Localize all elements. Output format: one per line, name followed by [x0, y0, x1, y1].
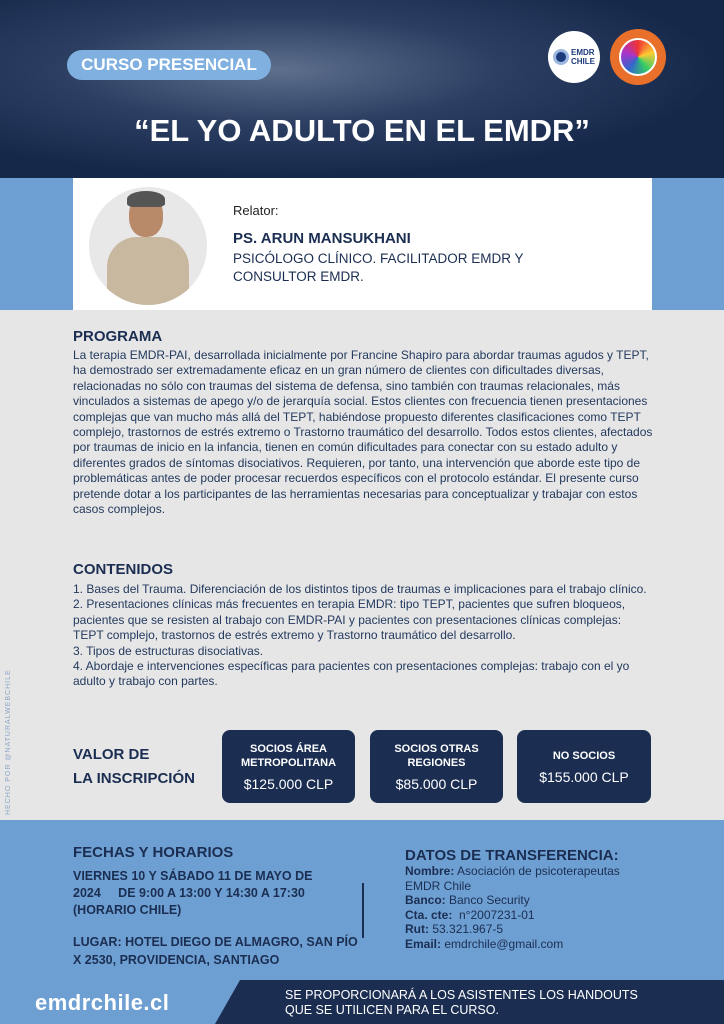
- transfer-row: Banco: Banco Security: [405, 893, 530, 907]
- side-credit: HECHO POR @NATURALWEBCHILE: [5, 669, 12, 815]
- price-value: $85.000 CLP: [395, 775, 478, 792]
- logo-line-2: CHILE: [571, 57, 595, 66]
- fechas-heading: FECHAS Y HORARIOS: [73, 844, 234, 861]
- price-card: [370, 730, 503, 803]
- price-label: NO SOCIOS: [552, 749, 616, 762]
- speaker-name: PS. ARUN MANSUKHANI: [233, 230, 411, 247]
- contenidos-list: [73, 582, 653, 690]
- programa-heading: PROGRAMA: [73, 328, 163, 345]
- valor-heading: [73, 743, 195, 791]
- list-item: 4. Abordaje e intervenciones específicas para pacientes con presentaciones complejas: trabajo con el yo adulto y trabajo con partes.: [73, 659, 630, 689]
- price-value: $155.000 CLP: [539, 768, 629, 785]
- transferencia-details: [405, 864, 645, 951]
- website-link[interactable]: emdrchile.cl: [35, 990, 170, 1015]
- speaker-label: Relator:: [233, 203, 279, 218]
- transferencia-heading: DATOS DE TRANSFERENCIA:: [405, 847, 619, 864]
- speaker-photo: [89, 187, 207, 305]
- list-item: 3. Tipos de estructuras disociativas.: [73, 643, 264, 658]
- fechas-dates: VIERNES 10 Y SÁBADO 11 DE MAYO DE 2024 DE 9:00 A 13:00 Y 14:30 A 17:30 (HORARIO CHILE): [73, 869, 316, 917]
- course-title: “EL YO ADULTO EN EL EMDR”: [134, 113, 590, 148]
- emdr-chile-logo: [548, 31, 600, 83]
- price-label: SOCIOS ÁREA METROPOLITANA: [240, 742, 337, 769]
- handouts-note: SE PROPORCIONARÁ A LOS ASISTENTES LOS HANDOUTS QUE SE UTILICEN PARA EL CURSO.: [285, 988, 638, 1017]
- transfer-row: Email: emdrchile@gmail.com: [405, 936, 564, 951]
- programa-text: La terapia EMDR-PAI, desarrollada inicialmente por Francine Shapiro para abordar traumas agudos y TEPT, ha demostrado ser extremadamente eficaz en un gran número de clientes con dificultades diversas, relacionadas no sólo con traumas del sistema de defensa, sino también con traumas relacionales, más vinculados a sistemas de apego y/o de jerarquía social. Estos clientes con frecuencia tienen presentaciones complejas que van mucho más allá del TEPT, habiéndose propuesto diferentes clasificaciones como TEPT complejo, trastornos de estrés extremo o Trastorno traumático del desarrollo. Todos estos clientes, afectados por traumas de inicio en la infancia, tienen en común dificultades para conectar con su estado adulto y diferentes grados de síntomas disociativos. Requieren, por tanto, una intervención que aborde este tipo de problemáticas antes de poder procesar recuerdos específicos con el protocolo estándar. El presente curso pretende dotar a los participantes de las herramientas necesarias para conceptualizar y trabajar con estos casos complejos.: [73, 348, 653, 517]
- divider: [362, 883, 364, 938]
- valor-line-2: LA INSCRIPCIÓN: [73, 770, 195, 787]
- association-seal-logo: [610, 29, 666, 85]
- speaker-title: PSICÓLOGO CLÍNICO. FACILITADOR EMDR Y CONSULTOR EMDR.: [233, 251, 524, 284]
- list-item: 1. Bases del Trauma. Diferenciación de los distintos tipos de traumas e implicaciones para el trabajo clínico.: [73, 582, 647, 596]
- contenidos-heading: CONTENIDOS: [73, 561, 174, 578]
- price-card: [517, 730, 651, 803]
- list-item: 2. Presentaciones clínicas más frecuentes en terapia EMDR: tipo TEPT, pacientes que sufren bloqueos, pacientes que se resisten al trabajo con EMDR-PAI y pacientes con presentaciones clínicas complejas: TEPT complejo, trastornos de estrés extremo y Trastorno traumático del desarrollo.: [73, 597, 626, 643]
- transfer-row: Rut: 53.321.967-5: [405, 922, 504, 936]
- price-value: $125.000 CLP: [243, 775, 334, 792]
- transfer-row: Cta. cte: n°2007231-01: [405, 907, 535, 922]
- eye-icon: [553, 49, 569, 65]
- header-banner: [0, 0, 724, 178]
- logo-line-1: EMDR: [571, 48, 595, 57]
- transfer-row: Nombre: Asociación de psicoterapeutas EMDR Chile: [405, 864, 620, 893]
- map-seal-icon: [619, 38, 657, 76]
- valor-line-1: VALOR DE: [73, 746, 150, 763]
- price-card: [222, 730, 355, 803]
- fechas-place: LUGAR: HOTEL DIEGO DE ALMAGRO, SAN PÍO X 2530, PROVIDENCIA, SANTIAGO: [73, 935, 358, 967]
- price-label: SOCIOS OTRAS REGIONES: [394, 742, 479, 769]
- course-type-badge: CURSO PRESENCIAL: [67, 50, 271, 80]
